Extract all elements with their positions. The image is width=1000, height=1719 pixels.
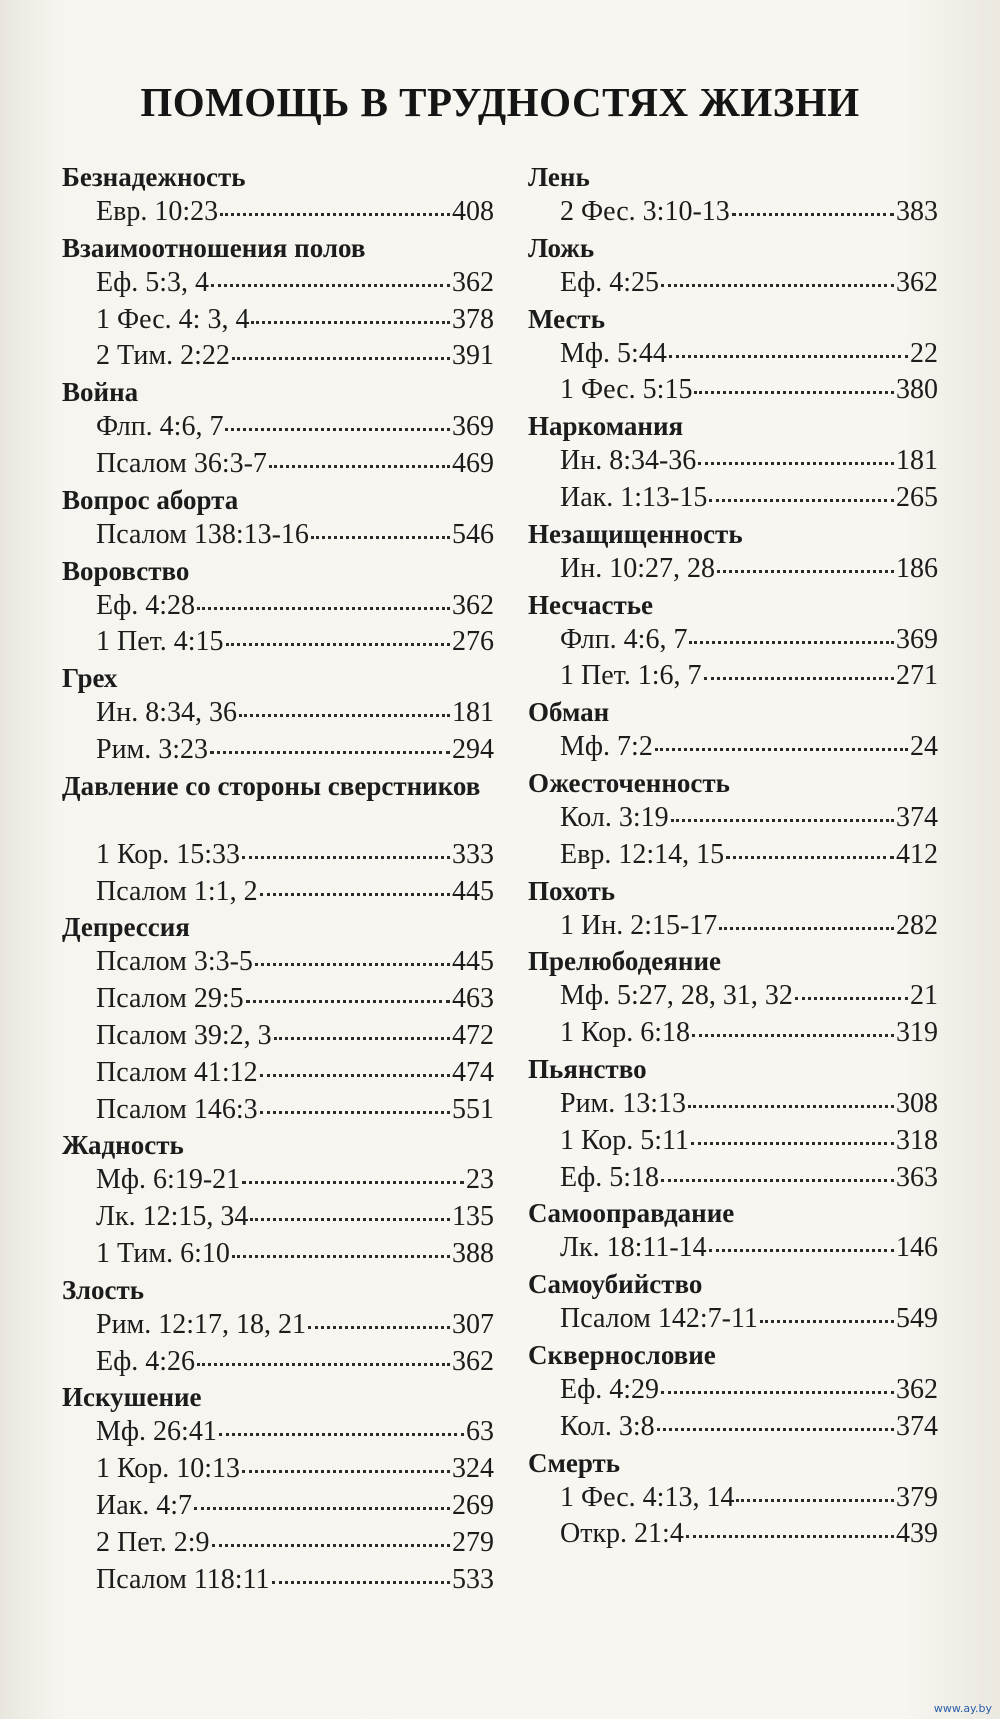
index-entry bbox=[528, 1516, 938, 1553]
dot-leader bbox=[709, 1249, 894, 1252]
scripture-reference: Лк. 12:15, 34 bbox=[96, 1201, 249, 1233]
index-entry bbox=[528, 1160, 938, 1197]
index-entry bbox=[62, 695, 494, 732]
dot-leader bbox=[661, 1391, 894, 1394]
index-entry bbox=[62, 874, 494, 911]
page-number: 549 bbox=[896, 1303, 938, 1335]
index-entry bbox=[62, 588, 494, 625]
scripture-reference: Откр. 21:4 bbox=[560, 1518, 684, 1550]
dot-leader bbox=[226, 643, 450, 646]
scripture-reference: Еф. 5:3, 4 bbox=[96, 266, 210, 298]
scripture-reference: Иак. 1:13-15 bbox=[560, 481, 708, 513]
dot-leader bbox=[732, 213, 894, 216]
page-number: 469 bbox=[452, 447, 494, 479]
dot-leader bbox=[242, 1181, 464, 1184]
page-number: 374 bbox=[896, 801, 938, 833]
scripture-reference: Мф. 7:2 bbox=[560, 731, 653, 763]
dot-leader bbox=[661, 1179, 894, 1182]
scripture-reference: Ин. 8:34, 36 bbox=[96, 697, 237, 729]
scripture-reference: Псалом 39:2, 3 bbox=[96, 1019, 272, 1051]
page-number: 22 bbox=[910, 337, 938, 369]
scripture-reference: Еф. 5:18 bbox=[560, 1161, 660, 1193]
page-number: 23 bbox=[466, 1164, 494, 1196]
page-number: 439 bbox=[896, 1518, 938, 1550]
scripture-reference: 2 Фес. 3:10-13 bbox=[560, 196, 730, 227]
dot-leader bbox=[194, 1507, 450, 1510]
dot-leader bbox=[239, 714, 450, 717]
dot-leader bbox=[242, 1470, 450, 1473]
page-title: ПОМОЩЬ В ТРУДНОСТЯХ ЖИЗНИ bbox=[140, 79, 860, 125]
dot-leader bbox=[736, 1499, 894, 1502]
index-entry bbox=[62, 409, 494, 446]
scripture-reference: Псалом 36:3-7 bbox=[96, 447, 267, 479]
index-entry bbox=[62, 1162, 494, 1199]
topic-heading: Самоубийство bbox=[528, 1269, 703, 1300]
index-entry bbox=[528, 729, 938, 766]
index-entry bbox=[62, 265, 494, 302]
scripture-reference: 1 Фес. 5:15 bbox=[560, 374, 693, 406]
dot-leader bbox=[661, 284, 894, 287]
index-entry bbox=[528, 480, 938, 517]
dot-leader bbox=[719, 927, 894, 930]
topic-heading: Похоть bbox=[528, 875, 615, 906]
page-number: 181 bbox=[452, 697, 494, 729]
index-entry bbox=[62, 1236, 494, 1273]
scripture-reference: 1 Кор. 15:33 bbox=[96, 838, 241, 870]
topic-heading: Наркомания bbox=[528, 411, 684, 442]
page-number: 333 bbox=[452, 838, 494, 870]
dot-leader bbox=[255, 963, 450, 966]
page-number: 63 bbox=[466, 1416, 494, 1448]
scripture-reference: 1 Тим. 6:10 bbox=[96, 1237, 230, 1269]
page-number: 383 bbox=[896, 196, 938, 227]
page-number: 369 bbox=[452, 411, 494, 443]
page-number: 445 bbox=[452, 875, 494, 907]
page-number: 546 bbox=[452, 518, 494, 550]
dot-leader bbox=[717, 570, 894, 573]
topic-heading: Ложь bbox=[528, 232, 595, 263]
topic-heading: Месть bbox=[528, 303, 605, 334]
dot-leader bbox=[689, 641, 894, 644]
scripture-reference: 1 Пет. 4:15 bbox=[96, 626, 224, 658]
index-entry bbox=[528, 1230, 938, 1267]
index-entry bbox=[62, 1488, 494, 1525]
index-entry bbox=[528, 800, 938, 837]
scripture-reference: Мф. 5:27, 28, 31, 32 bbox=[560, 980, 793, 1012]
topic-heading: Пьянство bbox=[528, 1053, 647, 1084]
page-number: 362 bbox=[452, 1345, 494, 1377]
dot-leader bbox=[260, 893, 450, 896]
index-entry bbox=[62, 1451, 494, 1488]
index-entry bbox=[62, 194, 494, 231]
dot-leader bbox=[691, 1142, 894, 1145]
scripture-reference: 1 Кор. 10:13 bbox=[96, 1453, 241, 1485]
scripture-reference: Иак. 4:7 bbox=[96, 1489, 193, 1521]
dot-leader bbox=[197, 1363, 450, 1366]
page-number: 318 bbox=[896, 1124, 938, 1156]
page-number: 362 bbox=[452, 266, 494, 298]
page-number: 24 bbox=[910, 731, 938, 763]
dot-leader bbox=[726, 856, 894, 859]
dot-leader bbox=[250, 1218, 450, 1221]
scripture-reference: Еф. 4:28 bbox=[96, 589, 196, 621]
topic-heading: Грех bbox=[62, 663, 118, 694]
index-entry bbox=[528, 1480, 938, 1517]
page-number: 362 bbox=[896, 1373, 938, 1405]
index-entry bbox=[528, 372, 938, 409]
dot-leader bbox=[260, 1111, 450, 1114]
dot-leader bbox=[311, 536, 450, 539]
dot-leader bbox=[232, 357, 450, 360]
scripture-reference: 1 Фес. 4: 3, 4 bbox=[96, 303, 250, 335]
index-entry bbox=[528, 908, 938, 945]
dot-leader bbox=[260, 1074, 450, 1077]
dot-leader bbox=[709, 499, 894, 502]
dot-leader bbox=[671, 819, 894, 822]
index-entry bbox=[528, 1015, 938, 1052]
scripture-reference: 2 Пет. 2:9 bbox=[96, 1526, 210, 1558]
page-number: 380 bbox=[896, 374, 938, 406]
page-number: 408 bbox=[452, 196, 494, 227]
scripture-reference: 1 Кор. 5:11 bbox=[560, 1124, 690, 1156]
index-entry bbox=[62, 837, 494, 874]
page-number: 265 bbox=[896, 481, 938, 513]
topic-heading: Самооправдание bbox=[528, 1198, 735, 1229]
index-entry bbox=[62, 1092, 494, 1129]
scripture-reference: Мф. 6:19-21 bbox=[96, 1164, 241, 1196]
dot-leader bbox=[274, 1037, 450, 1040]
scripture-reference: 2 Тим. 2:22 bbox=[96, 340, 230, 372]
dot-leader bbox=[795, 997, 908, 1000]
page-number: 362 bbox=[896, 266, 938, 298]
topic-heading: Смерть bbox=[528, 1447, 621, 1478]
topic-heading: Взаимоотношения полов bbox=[62, 232, 366, 263]
page-number: 21 bbox=[910, 980, 938, 1012]
page-number: 474 bbox=[452, 1056, 494, 1088]
index-entry bbox=[528, 1123, 938, 1160]
page-number: 269 bbox=[452, 1489, 494, 1521]
dot-leader bbox=[251, 321, 450, 324]
scripture-reference: Псалом 1:1, 2 bbox=[96, 875, 258, 907]
dot-leader bbox=[269, 465, 450, 468]
page-number: 362 bbox=[452, 589, 494, 621]
index-entry bbox=[62, 1414, 494, 1451]
index-entry bbox=[62, 1018, 494, 1055]
index-entry bbox=[62, 302, 494, 339]
scripture-reference: Рим. 13:13 bbox=[560, 1087, 687, 1119]
scripture-reference: Псалом 118:11 bbox=[96, 1563, 270, 1595]
scripture-reference: 1 Пет. 1:6, 7 bbox=[560, 660, 702, 692]
index-entry bbox=[528, 1372, 938, 1409]
index-entry bbox=[62, 732, 494, 769]
scripture-reference: Флп. 4:6, 7 bbox=[96, 411, 224, 443]
dot-leader bbox=[692, 1034, 894, 1037]
topic-heading: Незащищенность bbox=[528, 518, 743, 549]
scripture-reference: Кол. 3:19 bbox=[560, 801, 669, 833]
page-number: 363 bbox=[896, 1161, 938, 1193]
dot-leader bbox=[694, 391, 894, 394]
index-entry bbox=[62, 1055, 494, 1092]
dot-leader bbox=[211, 284, 450, 287]
dot-leader bbox=[704, 677, 894, 680]
scripture-reference: Еф. 4:29 bbox=[560, 1373, 660, 1405]
dot-leader bbox=[225, 428, 450, 431]
index-entry bbox=[528, 194, 938, 231]
dot-leader bbox=[308, 1326, 450, 1329]
scripture-reference: Псалом 29:5 bbox=[96, 983, 244, 1015]
scripture-reference: Кол. 3:8 bbox=[560, 1410, 655, 1442]
scripture-reference: 1 Ин. 2:15-17 bbox=[560, 909, 718, 941]
index-entry bbox=[62, 517, 494, 554]
page-number: 472 bbox=[452, 1019, 494, 1051]
dot-leader bbox=[657, 1428, 894, 1431]
topic-heading: Ожесточенность bbox=[528, 767, 730, 798]
topic-heading: Обман bbox=[528, 697, 610, 728]
index-entry bbox=[528, 622, 938, 659]
topic-heading: Прелюбодеяние bbox=[528, 946, 721, 977]
page-number: 533 bbox=[452, 1563, 494, 1595]
index-entry bbox=[528, 978, 938, 1015]
dot-leader bbox=[688, 1105, 894, 1108]
index-entry bbox=[62, 624, 494, 661]
page-number: 294 bbox=[452, 733, 494, 765]
index-entry bbox=[62, 944, 494, 981]
topic-heading: Война bbox=[62, 377, 139, 408]
index-entry bbox=[62, 1344, 494, 1381]
page-number: 282 bbox=[896, 909, 938, 941]
dot-leader bbox=[219, 1433, 464, 1436]
scripture-reference: Псалом 3:3-5 bbox=[96, 946, 253, 978]
page-number: 146 bbox=[896, 1232, 938, 1264]
index-entry bbox=[62, 338, 494, 375]
scripture-reference: Псалом 41:12 bbox=[96, 1056, 258, 1088]
topic-heading: Жадность bbox=[62, 1130, 184, 1161]
page-number: 445 bbox=[452, 946, 494, 978]
index-entry bbox=[528, 1086, 938, 1123]
index-entry bbox=[528, 1409, 938, 1446]
page-number: 551 bbox=[452, 1093, 494, 1125]
scripture-reference: Мф. 5:44 bbox=[560, 337, 667, 369]
dot-leader bbox=[210, 751, 450, 754]
scripture-reference: Флп. 4:6, 7 bbox=[560, 623, 688, 655]
page-number: 388 bbox=[452, 1237, 494, 1269]
dot-leader bbox=[212, 1544, 450, 1547]
scripture-reference: 1 Фес. 4:13, 14 bbox=[560, 1481, 735, 1513]
topic-heading: Искушение bbox=[62, 1382, 202, 1413]
scripture-reference: Еф. 4:26 bbox=[96, 1345, 196, 1377]
page-number: 379 bbox=[896, 1481, 938, 1513]
page-number: 271 bbox=[896, 660, 938, 692]
page-number: 378 bbox=[452, 303, 494, 335]
index-entry bbox=[528, 443, 938, 480]
page-number: 463 bbox=[452, 983, 494, 1015]
index-entry bbox=[528, 551, 938, 588]
page-number: 279 bbox=[452, 1526, 494, 1558]
topic-heading: Лень bbox=[528, 162, 590, 192]
topic-heading: Давление со стороны сверстников bbox=[62, 770, 481, 801]
index-entry bbox=[528, 837, 938, 874]
topic-heading: Воровство bbox=[62, 555, 190, 586]
index-entry bbox=[62, 1562, 494, 1599]
index-entry bbox=[528, 265, 938, 302]
dot-leader bbox=[669, 355, 908, 358]
page-number: 186 bbox=[896, 552, 938, 584]
page-number: 308 bbox=[896, 1087, 938, 1119]
topic-heading: Безнадежность bbox=[62, 162, 246, 192]
index-entry bbox=[528, 1301, 938, 1338]
index-entry bbox=[528, 658, 938, 695]
dot-leader bbox=[698, 462, 894, 465]
page-number: 276 bbox=[452, 626, 494, 658]
scripture-reference: Евр. 12:14, 15 bbox=[560, 838, 725, 870]
index-entry bbox=[62, 1307, 494, 1344]
dot-leader bbox=[197, 607, 450, 610]
scripture-reference: Евр. 10:23 bbox=[96, 196, 219, 227]
scripture-reference: 1 Кор. 6:18 bbox=[560, 1017, 691, 1049]
dot-leader bbox=[246, 1000, 450, 1003]
index-entry bbox=[528, 336, 938, 373]
dot-leader bbox=[242, 856, 450, 859]
dot-leader bbox=[655, 748, 908, 751]
topic-heading: Злость bbox=[62, 1274, 145, 1305]
page-number: 391 bbox=[452, 340, 494, 372]
topic-heading: Несчастье bbox=[528, 589, 653, 620]
scripture-reference: Лк. 18:11-14 bbox=[560, 1232, 707, 1264]
scripture-reference: Рим. 3:23 bbox=[96, 733, 209, 765]
topic-heading: Депрессия bbox=[62, 912, 190, 943]
watermark: www.ay.by bbox=[933, 1702, 992, 1715]
dot-leader bbox=[220, 213, 450, 216]
scripture-reference: Рим. 12:17, 18, 21 bbox=[96, 1308, 307, 1340]
scripture-reference: Псалом 146:3 bbox=[96, 1093, 258, 1125]
page-number: 369 bbox=[896, 623, 938, 655]
page-number: 307 bbox=[452, 1308, 494, 1340]
dot-leader bbox=[760, 1320, 894, 1323]
scripture-reference: Псалом 138:13-16 bbox=[96, 518, 309, 550]
page-number: 319 bbox=[896, 1017, 938, 1049]
scripture-reference: Ин. 8:34-36 bbox=[560, 445, 697, 477]
index-entry bbox=[62, 1525, 494, 1562]
right-column bbox=[528, 160, 938, 1553]
scripture-reference: Мф. 26:41 bbox=[96, 1416, 217, 1448]
page-number: 412 bbox=[896, 838, 938, 870]
dot-leader bbox=[272, 1581, 450, 1584]
dot-leader bbox=[232, 1255, 450, 1258]
page-number: 181 bbox=[896, 445, 938, 477]
left-column bbox=[62, 160, 494, 1598]
topic-heading: Вопрос аборта bbox=[62, 484, 239, 515]
scripture-reference: Ин. 10:27, 28 bbox=[560, 552, 715, 584]
scripture-reference: Еф. 4:25 bbox=[560, 266, 660, 298]
index-entry bbox=[62, 981, 494, 1018]
index-entry bbox=[62, 1199, 494, 1236]
dot-leader bbox=[686, 1535, 894, 1538]
scripture-reference: Псалом 142:7-11 bbox=[560, 1303, 758, 1335]
page-number: 324 bbox=[452, 1453, 494, 1485]
page-number: 135 bbox=[452, 1201, 494, 1233]
index-entry bbox=[62, 446, 494, 483]
topic-heading: Сквернословие bbox=[528, 1339, 716, 1370]
page-number: 374 bbox=[896, 1410, 938, 1442]
